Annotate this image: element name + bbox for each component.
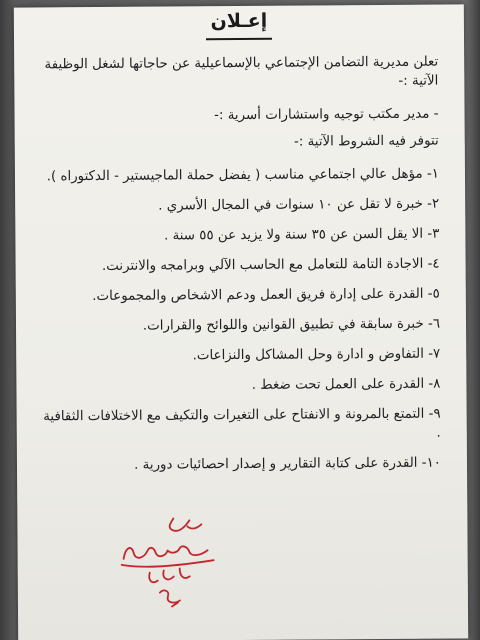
requirement-item: ١٠- القدرة على كتابة التقارير و إصدار احصائيات دورية . [134,455,442,473]
requirement-item: ٤- الاجادة التامة للتعامل مع الحاسب الآلي وبرامجه والانترنت. [101,256,440,274]
requirement-item: ٣- الا يقل السن عن ٣٥ سنة ولا يزيد عن ٥٥ سنة . [163,226,440,244]
requirement-item: ٥- القدرة على إدارة فريق العمل ودعم الاشخاص والمجموعات. [92,286,440,305]
title-underline [206,38,272,40]
announcement-sheet [14,4,468,640]
requirement-item: ١- مؤهل عالي اجتماعي مناسب ( يفضل حملة الماجيستير - الدكتوراه ). [46,166,440,185]
conditions-intro: تتوفر فيه الشروط الآتية :- [293,133,439,150]
announcement-title: إعـلان [210,9,268,33]
handwritten-signature [103,506,224,617]
intro-paragraph: تعلن مديرية التضامن الإجتماعي بالإسماعيلية عن حاجاتها لشغل الوظيفة الآتية :- [44,54,439,89]
position-line: - مدير مكتب توجيه واستشارات أسرية :- [214,106,439,124]
requirement-item: ٩- التمتع بالمرونة و الانفتاح على التغيرات والتكيف مع الاختلافات الثقافية . [43,406,441,441]
requirement-item: ٢- خبرة لا تقل عن ١٠ سنوات في المجال الأسري . [158,196,440,214]
requirement-item: ٨- القدرة على العمل تحت ضغط . [251,376,441,393]
announcement-body [38,53,441,476]
requirement-item: ٧- التفاوض و ادارة وحل المشاكل والنزاعات. [192,346,441,364]
requirement-item: ٦- خبرة سابقة في تطبيق القوانين واللوائح والقرارات. [142,316,441,334]
